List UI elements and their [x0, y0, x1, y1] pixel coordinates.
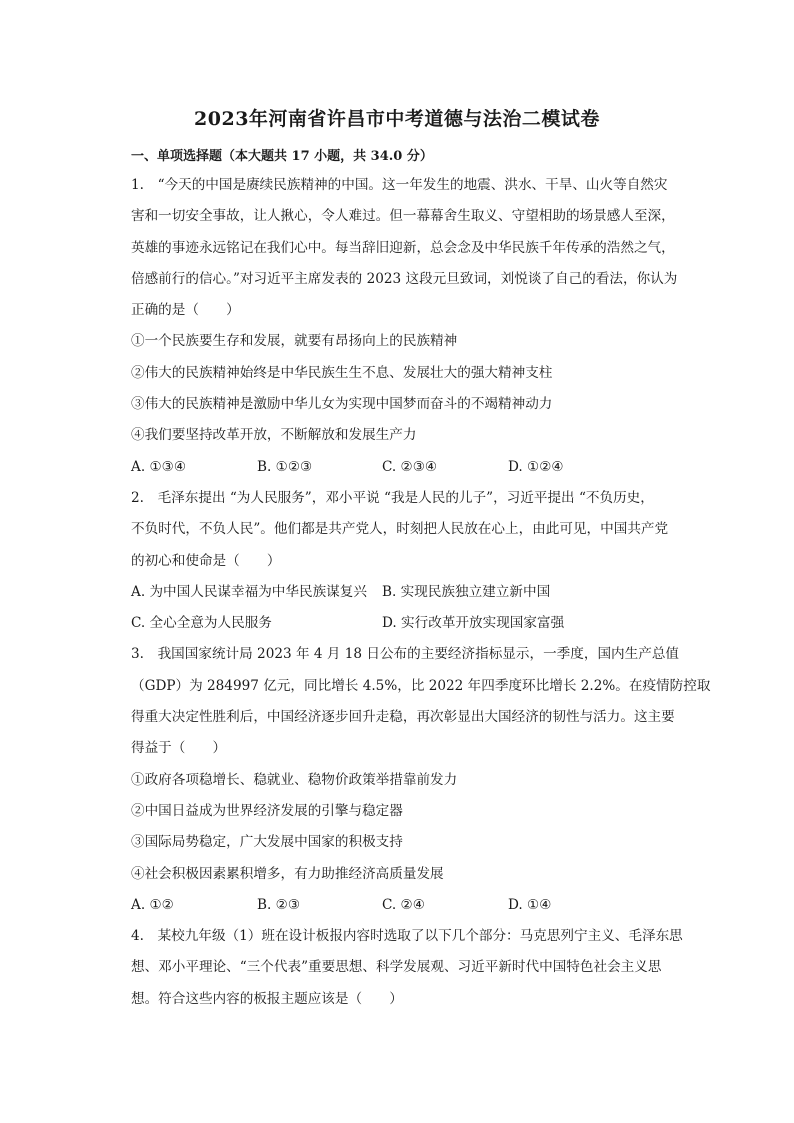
statement-item: ②伟大的民族精神始终是中华民族生生不息、发展壮大的强大精神支柱 [131, 364, 553, 381]
statement-item: ③国际局势稳定，广大发展中国家的积极支持 [131, 834, 403, 851]
exam-title: 2023年河南省许昌市中考道德与法治二模试卷 [194, 108, 600, 130]
question-line: 想。符合这些内容的板报主题应该是（ ） [131, 990, 403, 1007]
answer-options [131, 608, 671, 639]
question-1 [131, 170, 678, 483]
option-a[interactable]: A. ①② [131, 896, 174, 913]
question-line: （GDP）为 284997 亿元，同比增长 4.5%，比 2022 年四季度环比增长 2.2%。在疫情防控取 [131, 677, 711, 694]
section-heading: 一、单项选择题（本大题共 17 小题，共 34.0 分） [131, 149, 433, 164]
option-a[interactable]: A. ①③④ [131, 458, 187, 475]
statement-item: ①一个民族要生存和发展，就要有昂扬向上的民族精神 [131, 333, 458, 350]
question-line: 3. 我国国家统计局 2023 年 4 月 18 日公布的主要经济指标显示，一季度，国内生产总值 [131, 646, 680, 663]
questions [131, 170, 711, 1015]
question-3 [131, 639, 711, 921]
option-b[interactable]: B. 实现民族独立建立新中国 [382, 583, 551, 600]
option-c[interactable]: C. 全心全意为人民服务 [131, 615, 272, 632]
option-d[interactable]: D. ①②④ [508, 458, 564, 475]
question-line: 害和一切安全事故，让人揪心，令人难过。但一幕幕舍生取义、守望相助的场景感人至深， [131, 208, 675, 225]
statement-item: ③伟大的民族精神是激励中华儿女为实现中国梦而奋斗的不竭精神动力 [131, 396, 553, 413]
question-line: 的初心和使命是（ ） [131, 552, 281, 569]
question-line: 1. “今天的中国是赓续民族精神的中国。这一年发生的地震、洪水、干旱、山火等自然灾 [131, 177, 668, 193]
question-line: 不负时代，不负人民”。他们都是共产党人，时刻把人民放在心上，由此可见，中国共产党 [131, 521, 669, 538]
question-line: 正确的是（ ） [131, 302, 240, 319]
question-line: 2. 毛泽东提出 “为人民服务”，邓小平说 “我是人民的儿子”，习近平提出 “不负历史， [131, 489, 654, 506]
question-line: 倍感前行的信心。”对习近平主席发表的 2023 这段元旦致词，刘悦谈了自己的看法，你认为 [131, 270, 678, 287]
question-4 [131, 921, 683, 1015]
statement-item: ②中国日益成为世界经济发展的引擎与稳定器 [131, 802, 403, 819]
question-line: 想、邓小平理论、“三个代表”重要思想、科学发展观、习近平新时代中国特色社会主义思 [131, 959, 662, 976]
statement-item: ④社会积极因素累积增多，有力助推经济高质量发展 [131, 865, 444, 882]
option-a[interactable]: A. 为中国人民谋幸福为中华民族谋复兴 [131, 583, 367, 600]
question-line: 4. 某校九年级（1）班在设计板报内容时选取了以下几个部分：马克思列宁主义、毛泽东思 [131, 928, 683, 945]
answer-options [131, 452, 671, 483]
answer-options [131, 577, 671, 608]
question-2 [131, 483, 671, 639]
option-d[interactable]: D. ①④ [508, 896, 552, 913]
option-d[interactable]: D. 实行改革开放实现国家富强 [382, 615, 565, 632]
question-line: 得益于（ ） [131, 740, 227, 757]
option-c[interactable]: C. ②③④ [382, 458, 438, 475]
option-b[interactable]: B. ②③ [257, 896, 301, 913]
question-line: 英雄的事迹永远铭记在我们心中。每当辞旧迎新，总会念及中华民族千年传承的浩然之气， [131, 239, 675, 256]
statement-item: ④我们要坚持改革开放，不断解放和发展生产力 [131, 427, 417, 444]
answer-options [131, 890, 671, 921]
option-c[interactable]: C. ②④ [382, 896, 425, 913]
option-b[interactable]: B. ①②③ [257, 458, 313, 475]
statement-item: ①政府各项稳增长、稳就业、稳物价政策举措靠前发力 [131, 771, 458, 788]
question-line: 得重大决定性胜利后，中国经济逐步回升走稳，再次彰显出大国经济的韧性与活力。这主要 [131, 709, 675, 726]
